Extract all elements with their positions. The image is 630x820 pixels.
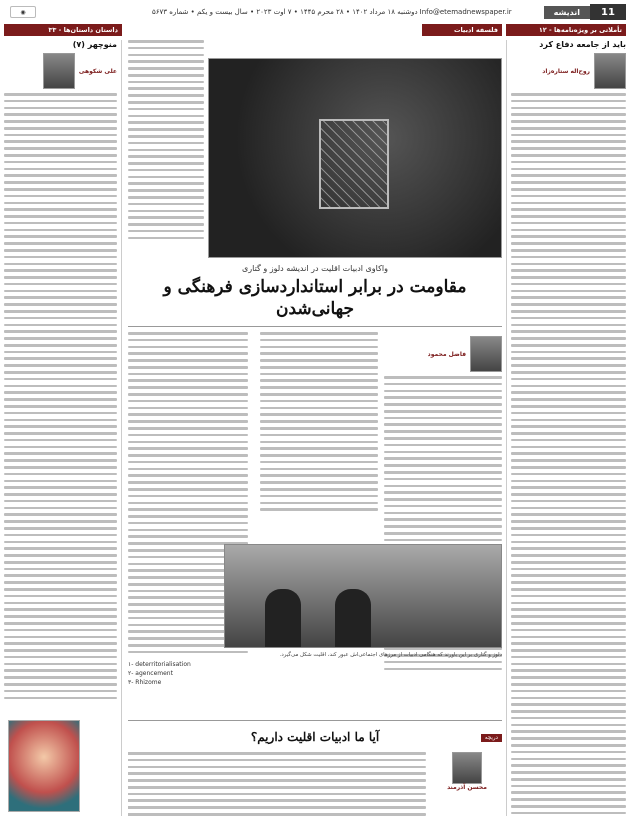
subsection-tag-label: دریچه (481, 734, 502, 742)
second-article-text (128, 752, 426, 816)
right-author-name: روح‌اله ستاره‌زاد (542, 67, 590, 75)
right-column-title: باید از جامعه دفاع کرد (539, 40, 626, 49)
right-author-box (511, 53, 626, 89)
main-top-text (128, 40, 204, 243)
avatar (452, 752, 482, 784)
section-label: اندیشه (544, 6, 590, 19)
main-banner: فلسفه ادبیات (422, 24, 502, 36)
illustration-image (8, 720, 80, 812)
right-column (506, 40, 626, 816)
subsection-tag (481, 724, 502, 743)
hero-photo (208, 58, 502, 258)
logo-icon: ◉ (10, 6, 36, 18)
section-divider (128, 720, 502, 721)
second-author-name: محسن آذرمند (447, 784, 487, 791)
right-column-banner: تأملاتی بر ویژه‌نامه‌ها - ۱۲ (506, 24, 626, 36)
left-column-banner: داستان داستان‌ها - ۳۳ (4, 24, 122, 36)
body-col-2-text (260, 332, 378, 515)
article-headline: مقاومت در برابر استانداردسازی فرهنگی و جهانی‌شدن (163, 277, 467, 319)
left-column (4, 40, 122, 816)
page-number: 11 (590, 4, 626, 20)
left-body-text (4, 93, 117, 699)
cage-graphic (319, 119, 389, 209)
main-author-name: فاضل محمود (427, 350, 466, 358)
avatar (594, 53, 626, 89)
article-kicker: واکاوی ادبیات اقلیت در اندیشه دلوز و گتاری (242, 264, 388, 273)
ref-item: ۲- agencement (128, 670, 173, 677)
avatar (470, 336, 502, 372)
left-column-title: منوچهر (۷) (72, 40, 117, 49)
left-author-name: علی شکوهی (78, 67, 117, 75)
photo-caption: دلوز و گتاری بر این باورند که هنگامی ادبیات از مرزهای اجتماعی‌اش عبور کند، اقلیت شکل می‌گیرد. (279, 652, 502, 658)
figure-silhouette (335, 589, 371, 647)
ref-item: ۱- deterritorialisation (128, 661, 191, 668)
second-author-box (432, 752, 502, 791)
dateline: دوشنبه ۱۸ مرداد ۱۴۰۲ • ۲۸ محرم ۱۴۴۵ • ۷ اوت ۲۰۲۳ • سال بیست و یکم • شماره ۵۶۷۳ (152, 8, 418, 16)
authors-photo (224, 544, 502, 648)
figure-silhouette (265, 589, 301, 647)
masthead (4, 4, 626, 20)
avatar (43, 53, 75, 89)
email-address[interactable]: Info@etemadnewspaper.ir (419, 8, 512, 16)
main-article (128, 40, 502, 816)
right-body-text (511, 93, 626, 816)
second-headline: آیا ما ادبیات اقلیت داریم؟ (250, 730, 380, 744)
left-author-box (4, 53, 117, 89)
main-author-box (384, 336, 502, 372)
ref-item: ۳- Rhizome (128, 679, 162, 686)
headline-divider (128, 326, 502, 327)
references (128, 660, 218, 687)
